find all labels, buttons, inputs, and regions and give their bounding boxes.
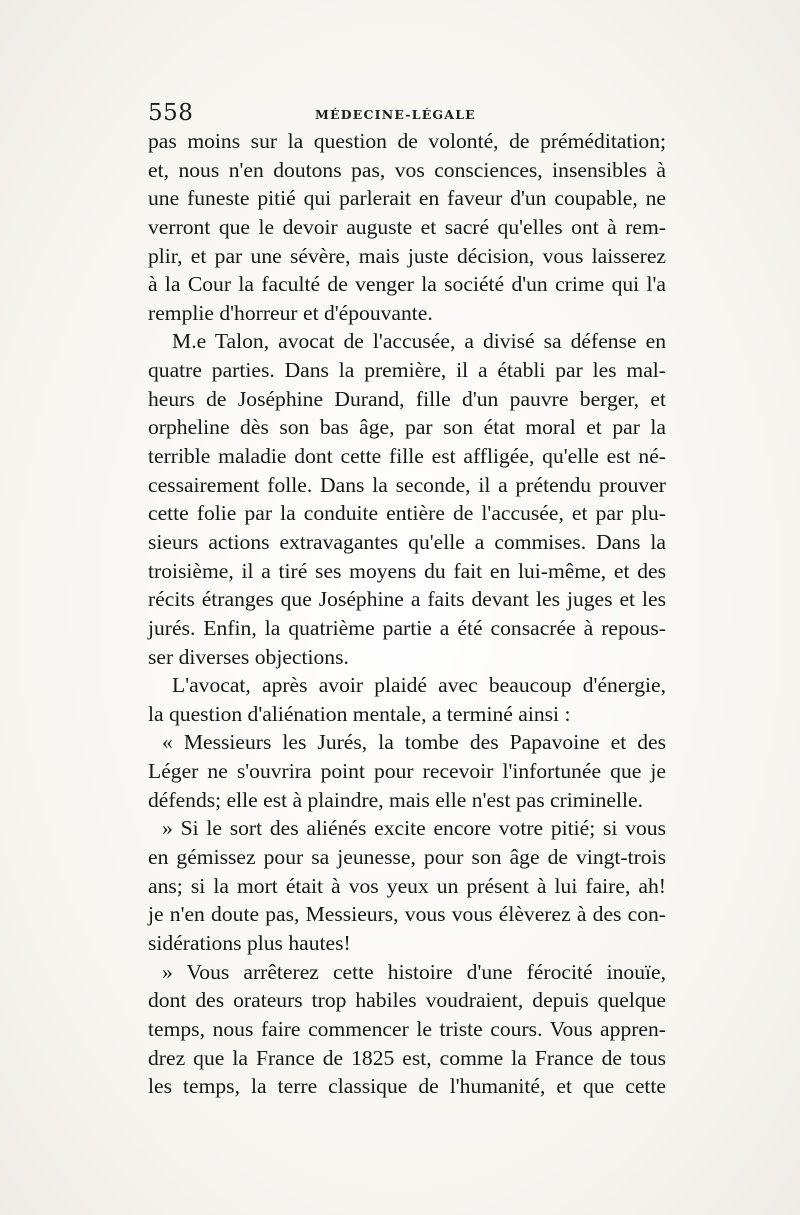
text-line: temps, nous faire commencer le triste cours. Vous appren- — [148, 1016, 666, 1041]
text-line: ans; si la mort était à vos yeux un présent à lui faire, ah! — [148, 873, 666, 898]
page-header — [148, 100, 668, 130]
text-line: plir, et par une sévère, mais juste décision, vous laisserez — [148, 243, 666, 268]
text-line: et, nous n'en doutons pas, vos consciences, insensibles à — [148, 157, 666, 182]
text-line: remplie d'horreur et d'épouvante. — [148, 300, 433, 325]
text-line: je n'en doute pas, Messieurs, vous vous élèverez à des con- — [148, 902, 666, 927]
text-line: terrible maladie dont cette fille est affligée, qu'elle est né- — [148, 444, 666, 469]
text-line: drez que la France de 1825 est, comme la France de tous — [148, 1045, 666, 1070]
text-line: verront que le devoir auguste et sacré qu'elles ont à rem- — [148, 214, 666, 239]
text-line: quatre parties. Dans la première, il a établi par les mal- — [148, 358, 666, 383]
text-line: Léger ne s'ouvrira point pour recevoir l'infortunée que je — [148, 759, 666, 784]
text-line: la question d'aliénation mentale, a terminé ainsi : — [148, 701, 571, 726]
text-line: défends; elle est à plaindre, mais elle n'est pas criminelle. — [148, 787, 643, 812]
text-line: ser diverses objections. — [148, 644, 349, 669]
text-line: jurés. Enfin, la quatrième partie a été consacrée à repous- — [148, 615, 666, 640]
text-line: en gémissez pour sa jeunesse, pour son âge de vingt-trois — [148, 845, 666, 870]
text-line: pas moins sur la question de volonté, de préméditation; — [148, 129, 666, 153]
text-line: cette folie par la conduite entière de l'accusée, et par plu- — [148, 501, 666, 526]
text-line: M.e Talon, avocat de l'accusée, a divisé sa défense en — [172, 329, 666, 354]
running-title: MÉDECINE-LÉGALE — [315, 107, 476, 122]
text-line: sidérations plus hautes! — [148, 930, 351, 955]
text-line: dont des orateurs trop habiles voudraient, depuis quelque — [148, 988, 666, 1013]
text-line: heurs de Joséphine Durand, fille d'un pauvre berger, et — [148, 386, 666, 411]
text-line: récits étranges que Joséphine a faits devant les juges et les — [148, 587, 666, 612]
text-line: troisième, il a tiré ses moyens du fait en lui-même, et des — [148, 558, 666, 583]
text-line: les temps, la terre classique de l'humanité, et que cette — [148, 1074, 666, 1099]
text-line: une funeste pitié qui parlerait en faveur d'un coupable, ne — [148, 186, 666, 211]
text-line: orpheline dès son bas âge, par son état moral et par la — [148, 415, 666, 440]
text-line: » Vous arrêterez cette histoire d'une férocité inouïe, — [162, 959, 666, 984]
text-line: sieurs actions extravagantes qu'elle a commises. Dans la — [148, 529, 666, 554]
text-line: « Messieurs les Jurés, la tombe des Papavoine et des — [162, 730, 666, 755]
text-line: cessairement folle. Dans la seconde, il a prétendu prouver — [148, 472, 666, 497]
body-text — [148, 127, 666, 1101]
text-line: L'avocat, après avoir plaidé avec beaucoup d'énergie, — [172, 673, 666, 698]
page-number: 558 — [148, 100, 194, 126]
text-line: à la Cour la faculté de venger la société d'un crime qui l'a — [148, 272, 666, 297]
text-line: » Si le sort des aliénés excite encore votre pitié; si vous — [162, 816, 666, 841]
